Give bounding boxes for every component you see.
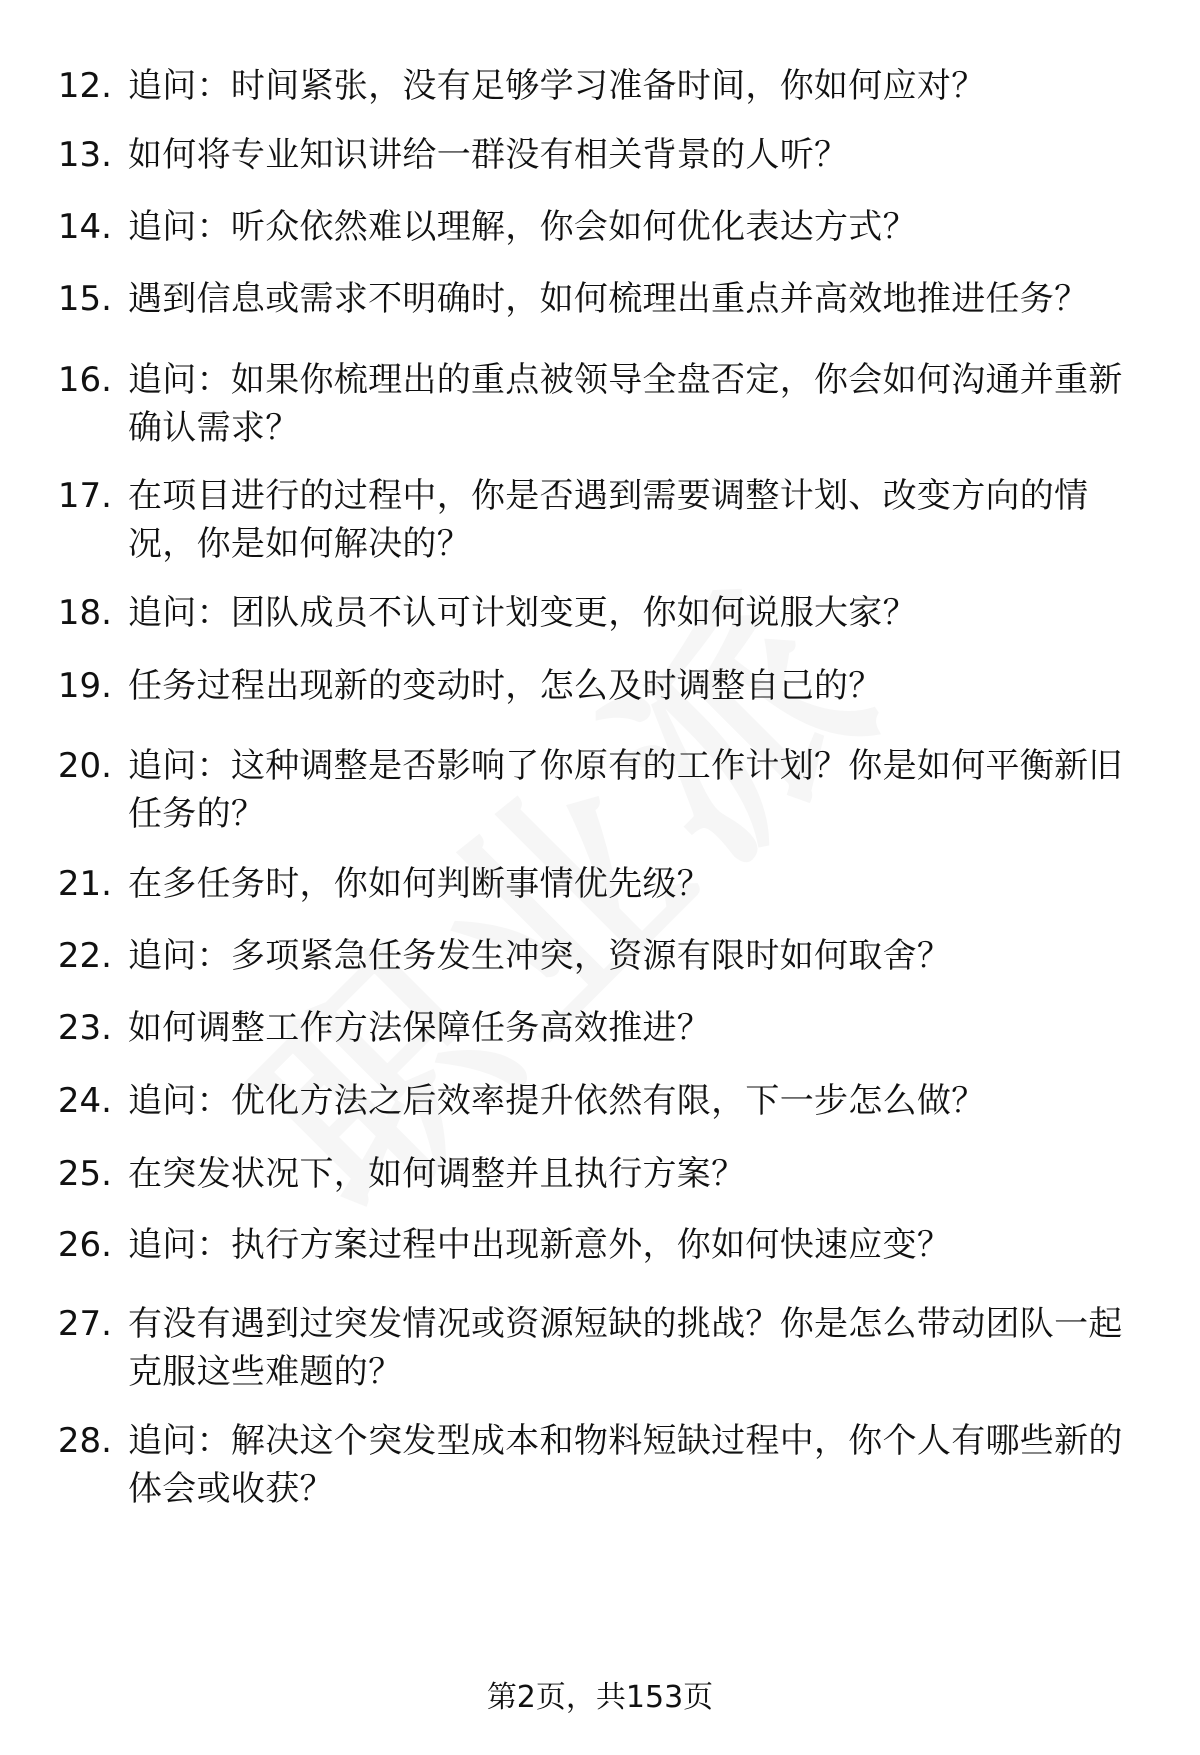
question-text: 如何将专业知识讲给一群没有相关背景的人听？: [128, 135, 849, 175]
page-footer: 第2页，共153页: [486, 1680, 714, 1715]
question-number: 28.: [57, 1421, 112, 1461]
question-number: 16.: [57, 360, 112, 400]
question-text: 追问：执行方案过程中出现新意外，你如何快速应变？: [128, 1225, 952, 1265]
question-number: 27.: [57, 1304, 112, 1344]
question-text: 在多任务时，你如何判断事情优先级？: [128, 864, 712, 904]
question-text: 追问：团队成员不认可计划变更，你如何说服大家？: [128, 593, 917, 633]
question-text: 追问：优化方法之后效率提升依然有限，下一步怎么做？: [128, 1081, 986, 1121]
question-number: 21.: [57, 864, 112, 904]
question-text: 在项目进行的过程中，你是否遇到需要调整计划、改变方向的情况，你是如何解决的？: [128, 476, 1089, 564]
question-text: 追问：解决这个突发型成本和物料短缺过程中，你个人有哪些新的体会或收获？: [128, 1421, 1123, 1509]
question-text: 追问：如果你梳理出的重点被领导全盘否定，你会如何沟通并重新确认需求？: [128, 360, 1123, 448]
question-number: 15.: [57, 279, 112, 319]
question-number: 20.: [57, 746, 112, 786]
question-text: 在突发状况下，如何调整并且执行方案？: [128, 1154, 746, 1194]
question-number: 25.: [57, 1154, 112, 1194]
question-number: 24.: [57, 1081, 112, 1121]
question-text: 追问：这种调整是否影响了你原有的工作计划？你是如何平衡新旧任务的？: [128, 746, 1123, 834]
question-number: 26.: [57, 1225, 112, 1265]
question-text: 追问：听众依然难以理解，你会如何优化表达方式？: [128, 207, 917, 247]
question-number: 22.: [57, 936, 112, 976]
question-number: 18.: [57, 593, 112, 633]
question-text: 如何调整工作方法保障任务高效推进？: [128, 1008, 712, 1048]
question-text: 任务过程出现新的变动时，怎么及时调整自己的？: [128, 666, 883, 706]
question-text: 追问：多项紧急任务发生冲突，资源有限时如何取舍？: [128, 936, 952, 976]
question-number: 23.: [57, 1008, 112, 1048]
question-text: 有没有遇到过突发情况或资源短缺的挑战？你是怎么带动团队一起克服这些难题的？: [128, 1304, 1123, 1392]
question-number: 12.: [57, 66, 112, 106]
question-text: 遇到信息或需求不明确时，如何梳理出重点并高效地推进任务？: [128, 279, 1089, 319]
question-number: 19.: [57, 666, 112, 706]
question-text: 追问：时间紧张，没有足够学习准备时间，你如何应对？: [128, 66, 986, 106]
question-number: 14.: [57, 207, 112, 247]
question-number: 17.: [57, 476, 112, 516]
question-number: 13.: [57, 135, 112, 175]
